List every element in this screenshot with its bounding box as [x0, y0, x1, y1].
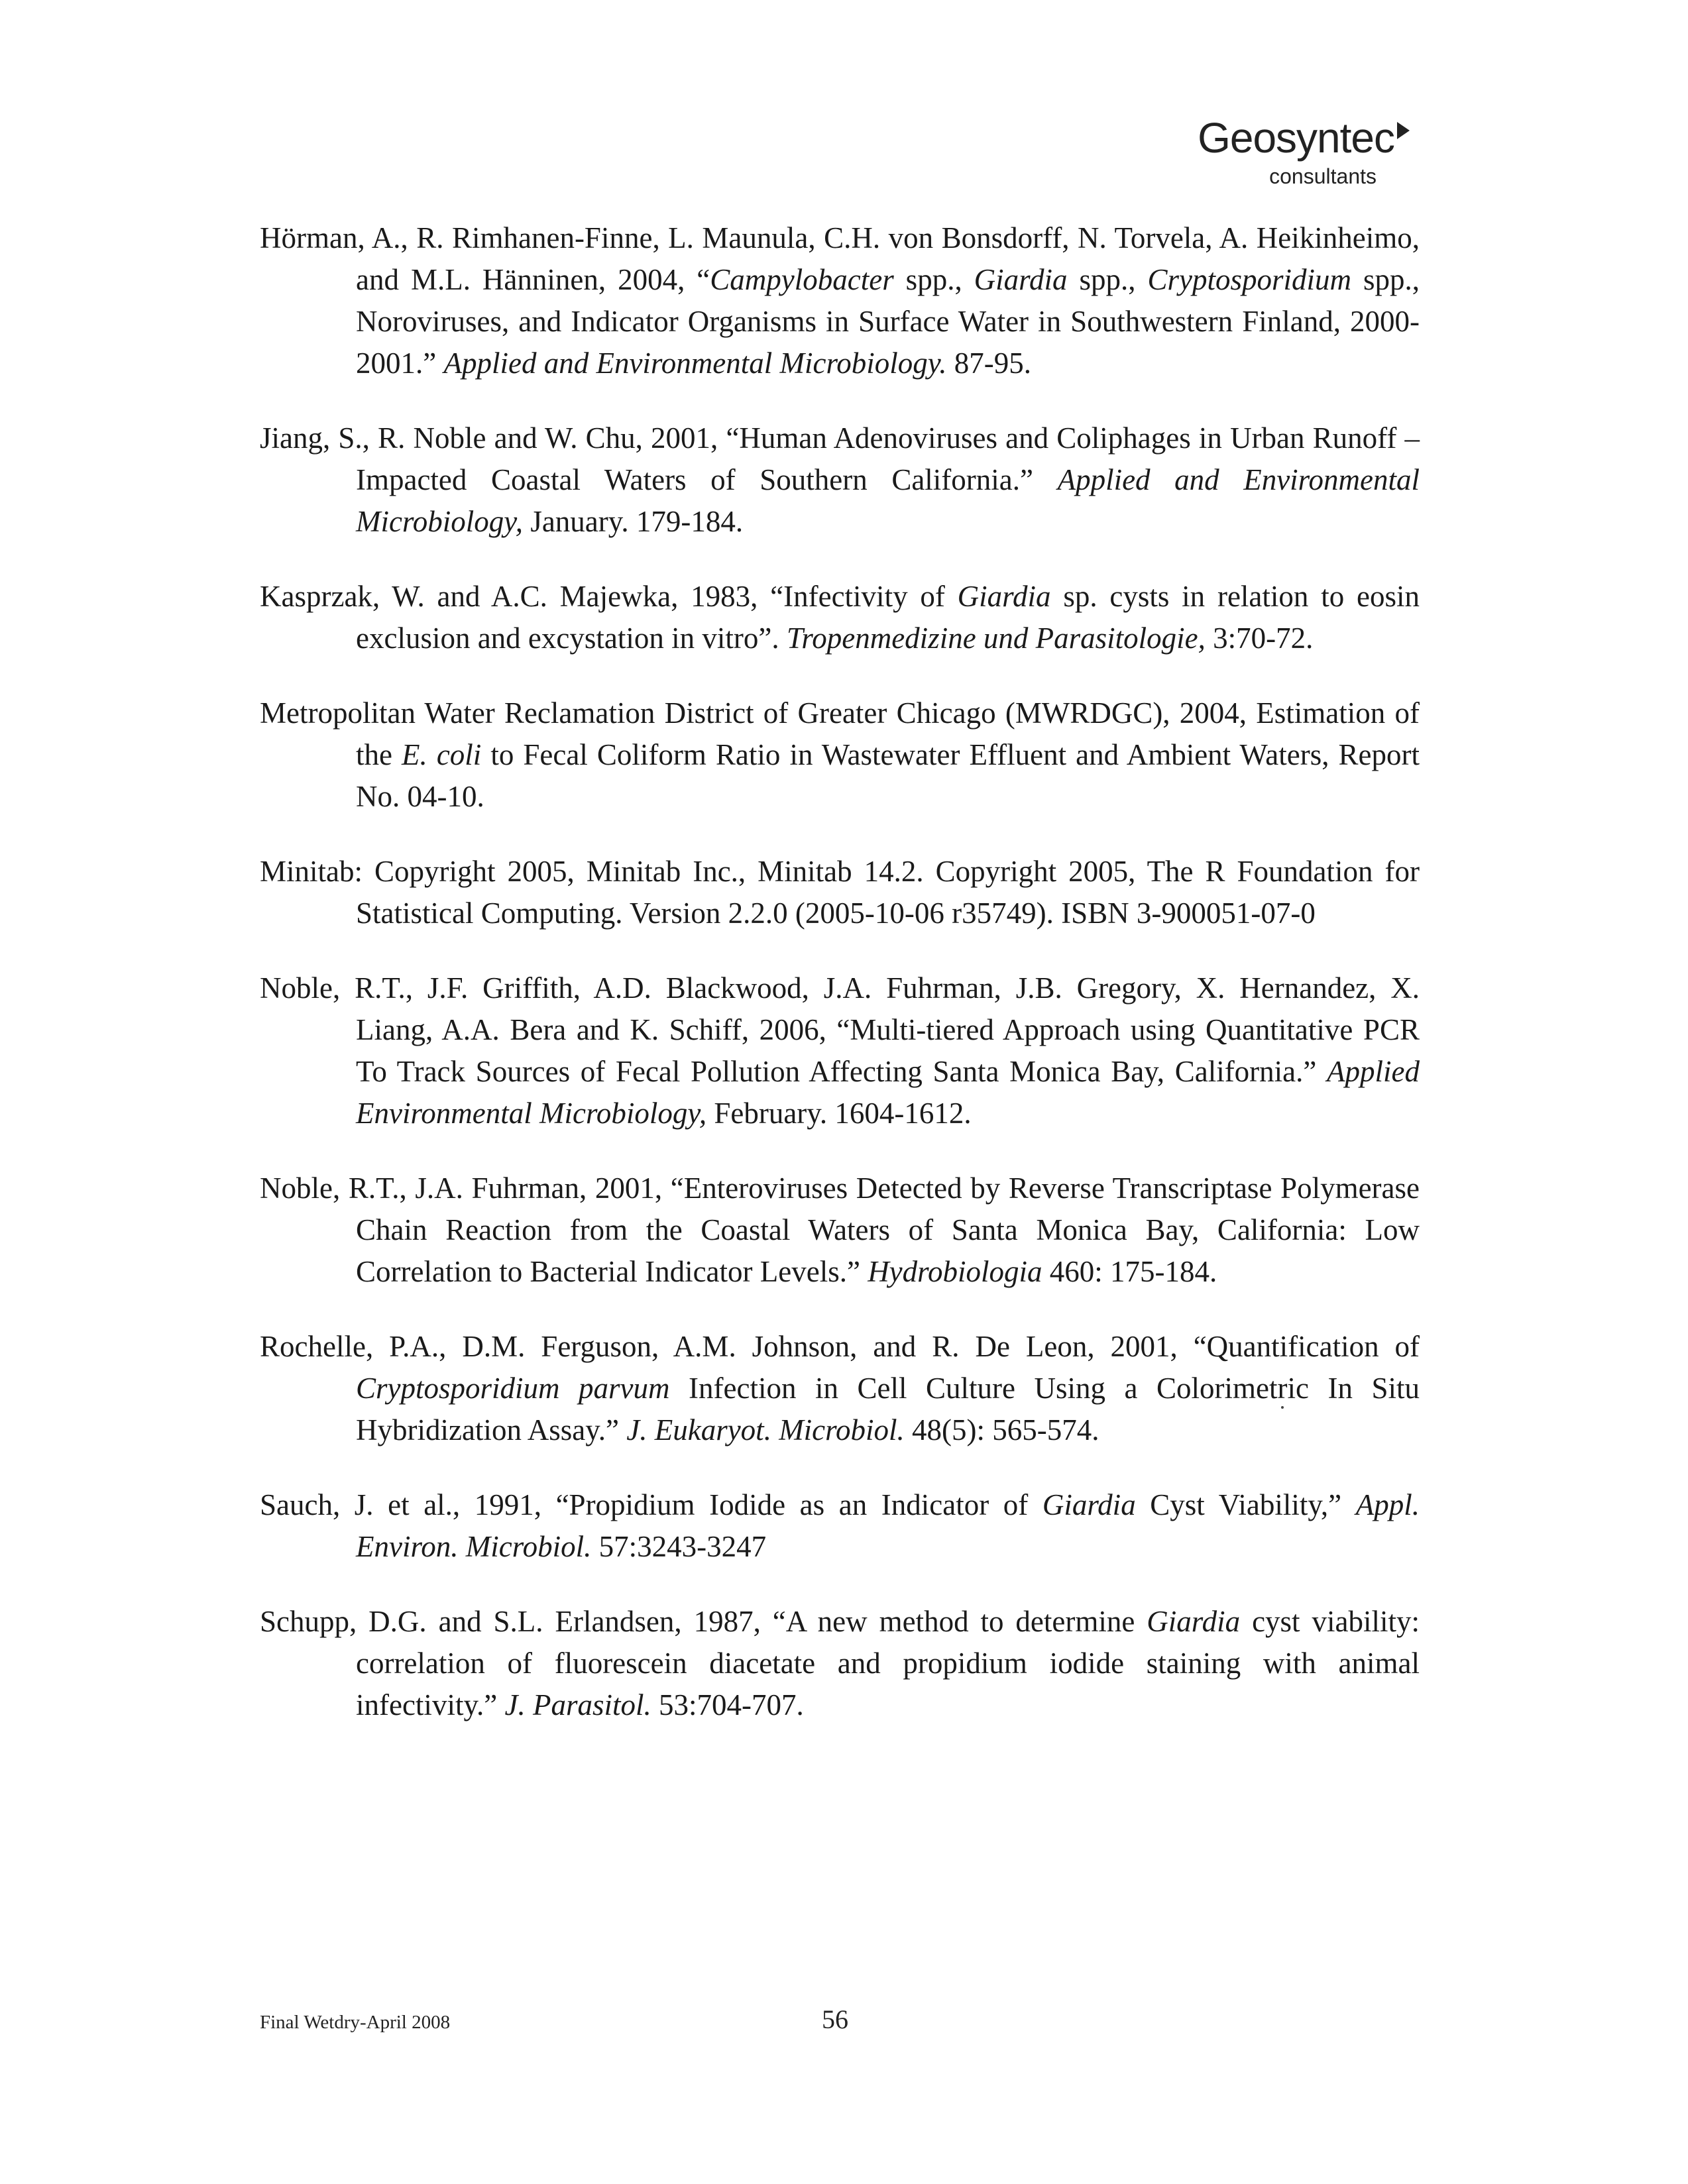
reference-entry	[260, 851, 1420, 934]
reference-italic-text: J. Parasitol.	[504, 1688, 651, 1721]
reference-text: spp.,	[893, 263, 974, 296]
reference-italic-text: Cryptosporidium	[1147, 263, 1352, 296]
reference-text: 48(5): 565-574.	[904, 1413, 1099, 1447]
reference-italic-text: E. coli	[402, 738, 482, 771]
reference-text: 460: 175-184.	[1042, 1255, 1217, 1288]
reference-entry	[260, 1601, 1420, 1726]
reference-italic-text: Cryptosporidium parvum	[356, 1372, 670, 1405]
reference-italic-text: Hydrobiologia	[868, 1255, 1042, 1288]
reference-text: spp.,	[1067, 263, 1148, 296]
reference-entry	[260, 217, 1420, 384]
reference-entry	[260, 1484, 1420, 1568]
reference-text: to Fecal Coliform Ratio in Wastewater Effluent and Ambient Waters, Report No. 04-10.	[356, 738, 1420, 813]
reference-text: Schupp, D.G. and S.L. Erlandsen, 1987, “A new method to determine	[260, 1605, 1147, 1638]
reference-italic-text: Tropenmedizine und Parasitologie,	[786, 622, 1206, 655]
reference-entry	[260, 967, 1420, 1134]
reference-text: 57:3243-3247	[591, 1530, 767, 1563]
reference-entry	[260, 692, 1420, 818]
reference-entry	[260, 576, 1420, 659]
reference-entry	[260, 1168, 1420, 1293]
reference-text: Sauch, J. et al., 1991, “Propidium Iodide as an Indicator of	[260, 1488, 1042, 1521]
reference-text: January. 179-184.	[523, 505, 744, 538]
reference-text: Cyst Viability,”	[1135, 1488, 1356, 1521]
reference-entry	[260, 417, 1420, 543]
reference-list	[260, 217, 1420, 1759]
reference-entry	[260, 1326, 1420, 1451]
logo-name-text: Geosyntec	[1198, 114, 1394, 162]
reference-italic-text: Giardia	[974, 263, 1068, 296]
footer-page-number: 56	[822, 2004, 848, 2034]
reference-text: Minitab: Copyright 2005, Minitab Inc., Minitab 14.2. Copyright 2005, The R Foundation for Statistical Computing. Version 2.2.0 (2005-10-06 r35749). ISBN 3-900051-07-0	[260, 855, 1420, 930]
reference-text: Kasprzak, W. and A.C. Majewka, 1983, “Infectivity of	[260, 580, 958, 613]
reference-italic-text: Applied and Environmental Microbiology,	[356, 463, 1420, 538]
reference-text: Rochelle, P.A., D.M. Ferguson, A.M. Johnson, and R. De Leon, 2001, “Quantification of	[260, 1330, 1420, 1363]
reference-text: Jiang, S., R. Noble and W. Chu, 2001, “Human Adenoviruses and Coliphages in Urban Runoff – Impacted Coastal Waters of Southern California.”	[260, 421, 1420, 496]
reference-text: Infection in Cell Culture Using a Colorimetric In Situ Hybridization Assay.”	[356, 1372, 1420, 1447]
reference-italic-text: J. Eukaryot. Microbiol.	[626, 1413, 905, 1447]
reference-text: spp., Noroviruses, and Indicator Organisms in Surface Water in Southwestern Finland, 2000-2001.”	[356, 263, 1420, 380]
reference-text: 87-95.	[946, 347, 1032, 380]
reference-text: cyst viability: correlation of fluorescein diacetate and propidium iodide staining with animal infectivity.”	[356, 1605, 1420, 1721]
reference-text: Metropolitan Water Reclamation District of Greater Chicago (MWRDGC), 2004, Estimation of the	[260, 696, 1420, 771]
reference-italic-text: Appl. Environ. Microbiol.	[356, 1488, 1420, 1563]
company-logo	[1198, 114, 1410, 188]
reference-italic-text: Applied Environmental Microbiology,	[356, 1055, 1420, 1130]
reference-text: Hörman, A., R. Rimhanen-Finne, L. Maunula, C.H. von Bonsdorff, N. Torvela, A. Heikinheimo, and M.L. Hänninen, 2004, “	[260, 221, 1420, 296]
reference-text: Noble, R.T., J.A. Fuhrman, 2001, “Enteroviruses Detected by Reverse Transcriptase Polymerase Chain Reaction from the Coastal Waters of Santa Monica Bay, California: Low Correlation to Bacterial Indicator Levels.”	[260, 1172, 1420, 1288]
logo-triangle-icon	[1397, 122, 1410, 139]
footer-document-name: Final Wetdry-April 2008	[260, 2012, 451, 2033]
reference-italic-text: Giardia	[1147, 1605, 1241, 1638]
scan-speck	[1281, 1406, 1284, 1409]
reference-text: Noble, R.T., J.F. Griffith, A.D. Blackwood, J.A. Fuhrman, J.B. Gregory, X. Hernandez, X. Liang, A.A. Bera and K. Schiff, 2006, “Multi-tiered Approach using Quantitative PCR To Track Sources of Fecal Pollution Affecting Santa Monica Bay, California.”	[260, 971, 1420, 1088]
reference-text: 53:704-707.	[651, 1688, 804, 1721]
reference-text: February. 1604-1612.	[706, 1097, 972, 1130]
reference-italic-text: Applied and Environmental Microbiology.	[443, 347, 947, 380]
reference-italic-text: Giardia	[1042, 1488, 1136, 1521]
reference-italic-text: Giardia	[957, 580, 1051, 613]
reference-italic-text: Campylobacter	[710, 263, 894, 296]
reference-text: 3:70-72.	[1205, 622, 1314, 655]
reference-text: sp. cysts in relation to eosin exclusion and excystation in vitro”.	[356, 580, 1420, 655]
logo-wordmark	[1198, 114, 1410, 162]
logo-subtitle: consultants	[1269, 164, 1377, 188]
